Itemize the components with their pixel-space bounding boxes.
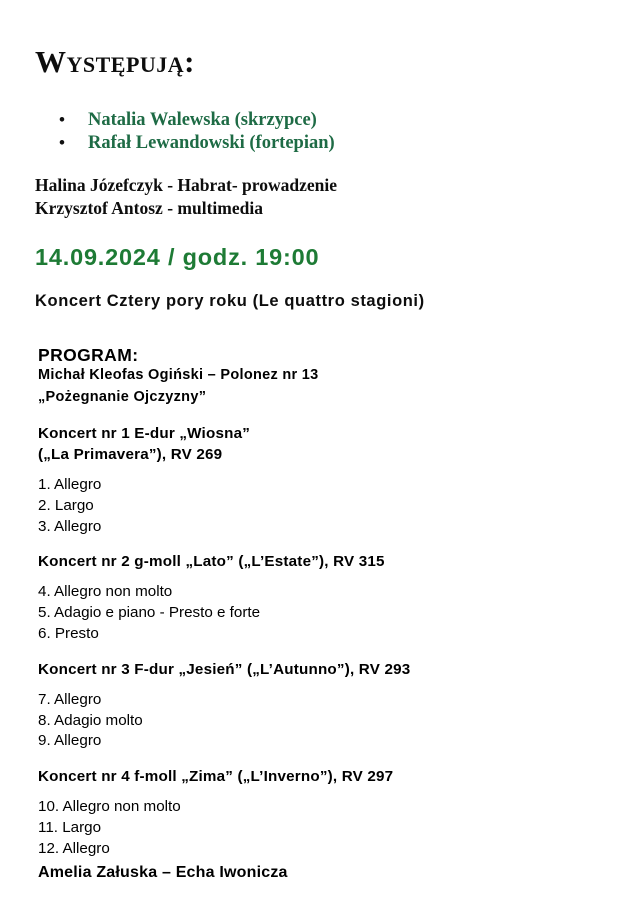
list-item xyxy=(35,132,605,155)
program-work-3 xyxy=(38,659,605,752)
movement: 9. Allegro xyxy=(38,732,102,750)
staff-line-presenter: Halina Józefczyk - Habrat- prowadzenie xyxy=(35,175,337,195)
movement-list xyxy=(38,690,605,752)
bullet-icon: • xyxy=(59,110,65,129)
movement: 6. Presto xyxy=(38,624,99,642)
staff-block xyxy=(35,174,605,219)
list-item xyxy=(35,109,605,132)
event-datetime: 14.09.2024 / godz. 19:00 xyxy=(35,244,320,270)
closing-piece: Amelia Załuska – Echa Iwonicza xyxy=(38,863,288,881)
performer-name: Rafał Lewandowski (fortepian) xyxy=(88,133,335,153)
movement: 1. Allegro xyxy=(38,476,102,493)
bullet-icon: • xyxy=(59,133,65,152)
program-work-2 xyxy=(38,551,605,644)
movement: 12. Allegro xyxy=(38,839,110,857)
movement: 8. Adagio molto xyxy=(38,711,143,729)
movement: 5. Adagio e piano - Presto e forte xyxy=(38,604,261,622)
movement: 4. Allegro non molto xyxy=(38,583,173,601)
movement: 7. Allegro xyxy=(38,690,102,708)
work-title: Koncert nr 4 f-moll „Zima” („L’Inverno”), RV 297 xyxy=(38,768,394,786)
movement-list xyxy=(38,475,605,537)
program-section xyxy=(35,345,605,883)
program-work-4 xyxy=(38,766,605,859)
work-subtitle: („La Primavera”), RV 269 xyxy=(38,446,223,463)
performers-list xyxy=(35,109,605,155)
movement: 11. Largo xyxy=(38,818,102,836)
opening-piece-line1: Michał Kleofas Ogiński – Polonez nr 13 xyxy=(38,367,319,383)
work-title: Koncert nr 2 g-moll „Lato” („L’Estate”), RV 315 xyxy=(38,553,385,571)
movement-list xyxy=(38,582,605,644)
page-title: Występują: xyxy=(35,44,196,79)
performer-name: Natalia Walewska (skrzypce) xyxy=(88,110,317,130)
work-title: Koncert nr 1 E-dur „Wiosna” xyxy=(38,425,251,442)
movement-list xyxy=(38,797,605,859)
work-title: Koncert nr 3 F-dur „Jesień” („L’Autunno”), RV 293 xyxy=(38,660,411,678)
movement: 2. Largo xyxy=(38,496,94,514)
program-work-1 xyxy=(38,423,605,537)
event-title: Koncert Cztery pory roku (Le quattro stagioni) xyxy=(35,292,425,310)
staff-line-multimedia: Krzysztof Antosz - multimedia xyxy=(35,197,263,218)
opening-piece-line2: „Pożegnanie Ojczyzny” xyxy=(38,388,207,405)
program-heading: PROGRAM: xyxy=(38,345,139,365)
movement: 10. Allegro non molto xyxy=(38,798,181,816)
movement: 3. Allegro xyxy=(38,517,102,535)
